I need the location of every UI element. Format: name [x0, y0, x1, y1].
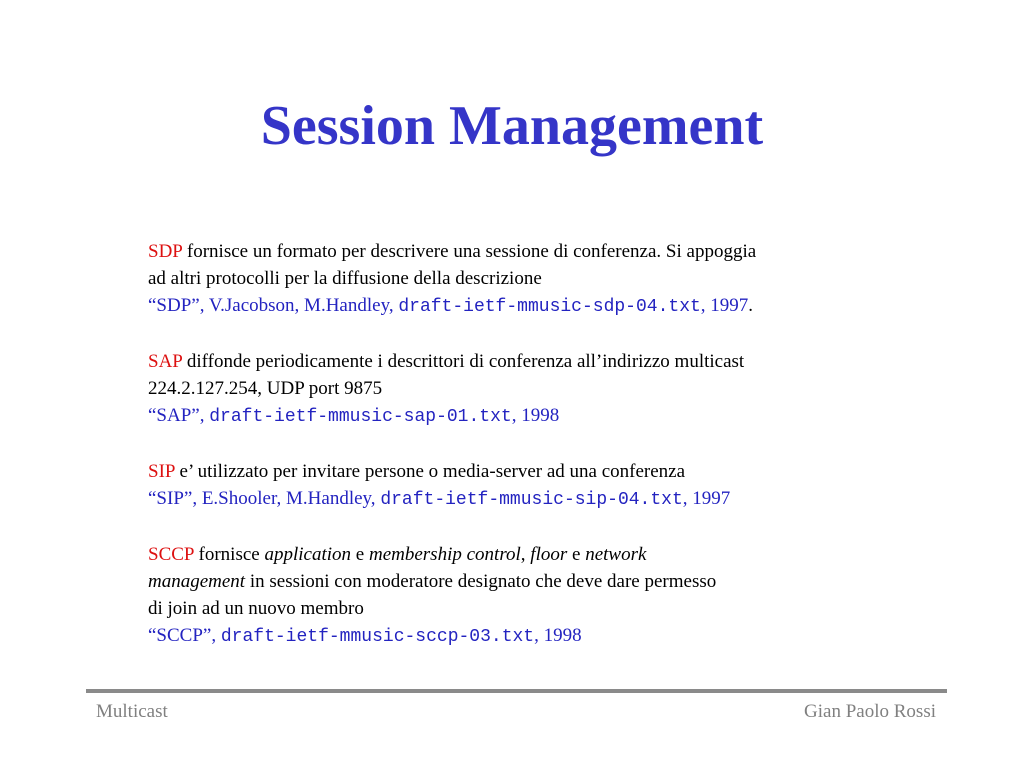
slide-title: Session Management: [260, 95, 764, 157]
sap-paragraph: [148, 348, 908, 431]
sccp-ref-year: , 1998: [534, 625, 582, 646]
sip-ref-year: , 1997: [682, 488, 731, 509]
footer-right-label: Gian Paolo Rossi: [804, 701, 936, 722]
sdp-ref-period: .: [748, 295, 754, 316]
sdp-line-1: [148, 238, 908, 265]
sap-ref-year: , 1998: [511, 405, 560, 426]
sccp-text-4: e: [567, 544, 586, 565]
sip-reference: [148, 485, 908, 514]
sccp-ref-authors: “SCCP”,: [148, 625, 221, 646]
sdp-ref-year: , 1997: [700, 295, 749, 316]
sccp-term-network: network: [585, 544, 647, 565]
sccp-term-floor: floor: [530, 544, 568, 565]
slide-content: [148, 238, 908, 678]
footer-divider: [86, 689, 947, 693]
sap-tag: SAP: [148, 351, 183, 372]
sccp-term-application: application: [264, 544, 352, 565]
sccp-line-2: [148, 568, 908, 595]
sap-text-1: diffonde periodicamente i descrittori di conferenza all’indirizzo multicast: [182, 351, 745, 372]
sdp-ref-authors: “SDP”, V.Jacobson, M.Handley,: [148, 295, 399, 316]
sap-ref-authors: “SAP”,: [148, 405, 210, 426]
sdp-line-2: ad altri protocolli per la diffusione della descrizione: [148, 268, 542, 289]
sdp-paragraph: [148, 238, 908, 321]
sdp-tag: SDP: [148, 241, 183, 262]
sccp-term-membership: membership control: [368, 544, 521, 565]
sccp-term-management: management: [148, 571, 246, 592]
sap-line-2: 224.2.127.254, UDP port 9875: [148, 378, 383, 399]
sccp-tag: SCCP: [148, 544, 194, 565]
sccp-ref-draft: draft-ietf-mmusic-sccp-03.txt: [220, 627, 535, 647]
sccp-text-1: fornisce: [193, 544, 265, 565]
sap-ref-draft: draft-ietf-mmusic-sap-01.txt: [209, 407, 512, 427]
sccp-text-2: e: [351, 544, 369, 565]
sccp-reference: [148, 622, 908, 651]
sap-line-1: [148, 348, 908, 375]
sdp-ref-draft: draft-ietf-mmusic-sdp-04.txt: [398, 297, 701, 317]
sdp-text-1: fornisce un formato per descrivere una sessione di conferenza. Si appoggia: [182, 241, 757, 262]
sip-ref-draft: draft-ietf-mmusic-sip-04.txt: [380, 490, 683, 510]
sip-ref-authors: “SIP”, E.Shooler, M.Handley,: [148, 488, 381, 509]
sip-line-1: [148, 458, 908, 485]
sip-tag: SIP: [148, 461, 175, 482]
sccp-paragraph: [148, 541, 908, 651]
sip-text-1: e’ utilizzato per invitare persone o media-server ad una conferenza: [174, 461, 686, 482]
sip-paragraph: [148, 458, 908, 514]
sccp-line-1: [148, 541, 908, 568]
sccp-text-3: ,: [520, 544, 531, 565]
sdp-reference: [148, 292, 908, 321]
sap-reference: [148, 402, 908, 431]
sccp-text-5: in sessioni con moderatore designato che deve dare permesso: [245, 571, 717, 592]
footer-left-label: Multicast: [96, 701, 168, 722]
sccp-line-3: di join ad un nuovo membro: [148, 598, 364, 619]
